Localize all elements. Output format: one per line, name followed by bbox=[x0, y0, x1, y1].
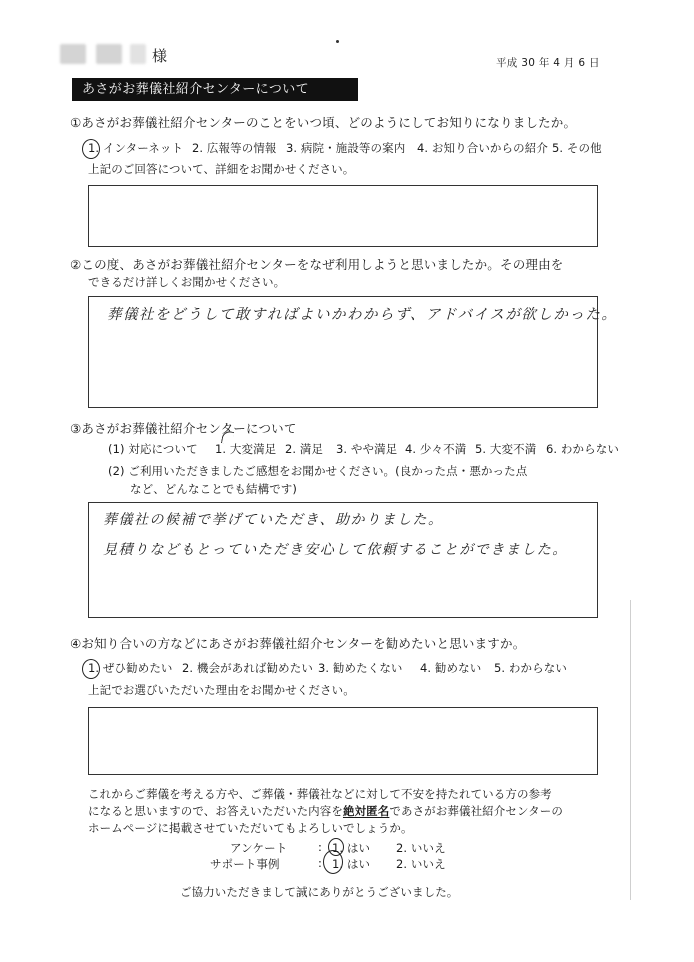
q4-question: ④お知り合いの方などにあさがお葬儀社紹介センターを勧めたいと思いますか。 bbox=[70, 636, 526, 651]
consent-line3: ホームページに掲載させていただいてもよろしいでしょうか。 bbox=[88, 821, 413, 835]
consent-row-support-colon: : bbox=[318, 856, 322, 870]
anonymous-emphasis: 絶対匿名 bbox=[342, 804, 390, 818]
q1-option-2[interactable]: 2. 広報等の情報 bbox=[192, 141, 277, 155]
scan-artifact-line bbox=[630, 600, 631, 900]
q3-handwritten-answer-line2: 見積りなどもとっていただき安心して依頼することができました。 bbox=[103, 542, 568, 558]
redacted-name-block-2 bbox=[96, 44, 122, 64]
consent-row-support-label: サポート事例 bbox=[210, 857, 280, 871]
q3-sub1-option-4[interactable]: 4. 少々不満 bbox=[405, 442, 467, 456]
q3-sub2-line2: など、どんなことでも結構です) bbox=[130, 482, 297, 496]
consent-line1: これからご葬儀を考える方や、ご葬儀・葬儀社などに対して不安を持たれている方の参考 bbox=[88, 787, 552, 801]
page-title: あさがお葬儀社紹介センターについて bbox=[72, 78, 358, 101]
q4-answer-box[interactable] bbox=[88, 707, 598, 775]
q1-option-3[interactable]: 3. 病院・施設等の案内 bbox=[286, 141, 406, 155]
q3-sub1-option-2[interactable]: 2. 満足 bbox=[285, 442, 324, 456]
document-date: 平成 30 年 4 月 6 日 bbox=[496, 57, 600, 69]
q1-question: ①あさがお葬儀社紹介センターのことをいつ頃、どのようにしてお知りになりましたか。 bbox=[70, 115, 577, 130]
q1-option-4[interactable]: 4. お知り合いからの紹介 bbox=[417, 141, 548, 155]
q3-question: ③あさがお葬儀社紹介センターについて bbox=[70, 421, 297, 436]
stray-mark bbox=[336, 40, 339, 43]
q4-option-2[interactable]: 2. 機会があれば勧めたい bbox=[182, 661, 313, 675]
q4-option-1[interactable]: 1. ぜひ勧めたい bbox=[88, 661, 173, 675]
q4-option-4[interactable]: 4. 勧めない bbox=[420, 661, 482, 675]
consent-row-survey-label: アンケート bbox=[230, 841, 288, 855]
consent-support-no[interactable]: 2. いいえ bbox=[396, 857, 446, 871]
q3-sub1-label: (1) 対応について bbox=[108, 442, 198, 456]
consent-support-yes[interactable]: 1. はい bbox=[332, 857, 371, 871]
q4-followup: 上記でお選びいただいた理由をお聞かせください。 bbox=[88, 683, 355, 697]
q2-answer-box[interactable] bbox=[88, 296, 618, 408]
q1-followup: 上記のご回答について、詳細をお聞かせください。 bbox=[88, 162, 355, 176]
q2-question-line2: できるだけ詳しくお聞かせください。 bbox=[88, 275, 286, 289]
consent-line2-post: であさがお葬儀社紹介センターの bbox=[389, 804, 563, 818]
q4-option-5[interactable]: 5. わからない bbox=[494, 661, 567, 675]
q3-sub1-option-5[interactable]: 5. 大変不満 bbox=[475, 442, 537, 456]
redacted-name-block-3 bbox=[130, 44, 146, 64]
q2-handwritten-answer: 葬儀社をどうして敢すればよいかわからず、アドバイスが欲しかった。 bbox=[107, 307, 618, 323]
q3-sub1-option-1[interactable]: 1. 大変満足 bbox=[215, 442, 277, 456]
q3-sub1-option-6[interactable]: 6. わからない bbox=[546, 442, 619, 456]
consent-line2-pre: になると思いますので、お答えいただいた内容を bbox=[88, 804, 343, 818]
closing-message: ご協力いただきまして誠にありがとうございました。 bbox=[180, 885, 459, 899]
q3-handwritten-answer-line1: 葬儀社の候補で挙げていただき、助かりました。 bbox=[103, 512, 444, 528]
redacted-name-block-1 bbox=[60, 44, 86, 64]
q1-option-1[interactable]: 1. インターネット bbox=[88, 141, 184, 155]
q4-option-3[interactable]: 3. 勧めたくない bbox=[318, 661, 403, 675]
consent-survey-yes[interactable]: 1. はい bbox=[332, 841, 371, 855]
q1-option-5[interactable]: 5. その他 bbox=[552, 141, 602, 155]
q3-sub1-option-3[interactable]: 3. やや満足 bbox=[336, 442, 398, 456]
consent-row-survey-colon: : bbox=[318, 840, 322, 854]
q3-answer-box[interactable] bbox=[88, 502, 598, 618]
consent-line2 bbox=[88, 803, 563, 819]
q2-question-line1: ②この度、あさがお葬儀社紹介センターをなぜ利用しようと思いましたか。その理由を bbox=[70, 257, 564, 272]
q1-answer-box[interactable] bbox=[88, 185, 598, 247]
consent-survey-no[interactable]: 2. いいえ bbox=[396, 841, 446, 855]
addressee-suffix: 様 bbox=[152, 47, 168, 65]
q3-sub2-line1: (2) ご利用いただきましたご感想をお聞かせください。(良かった点・悪かった点 bbox=[108, 464, 528, 478]
